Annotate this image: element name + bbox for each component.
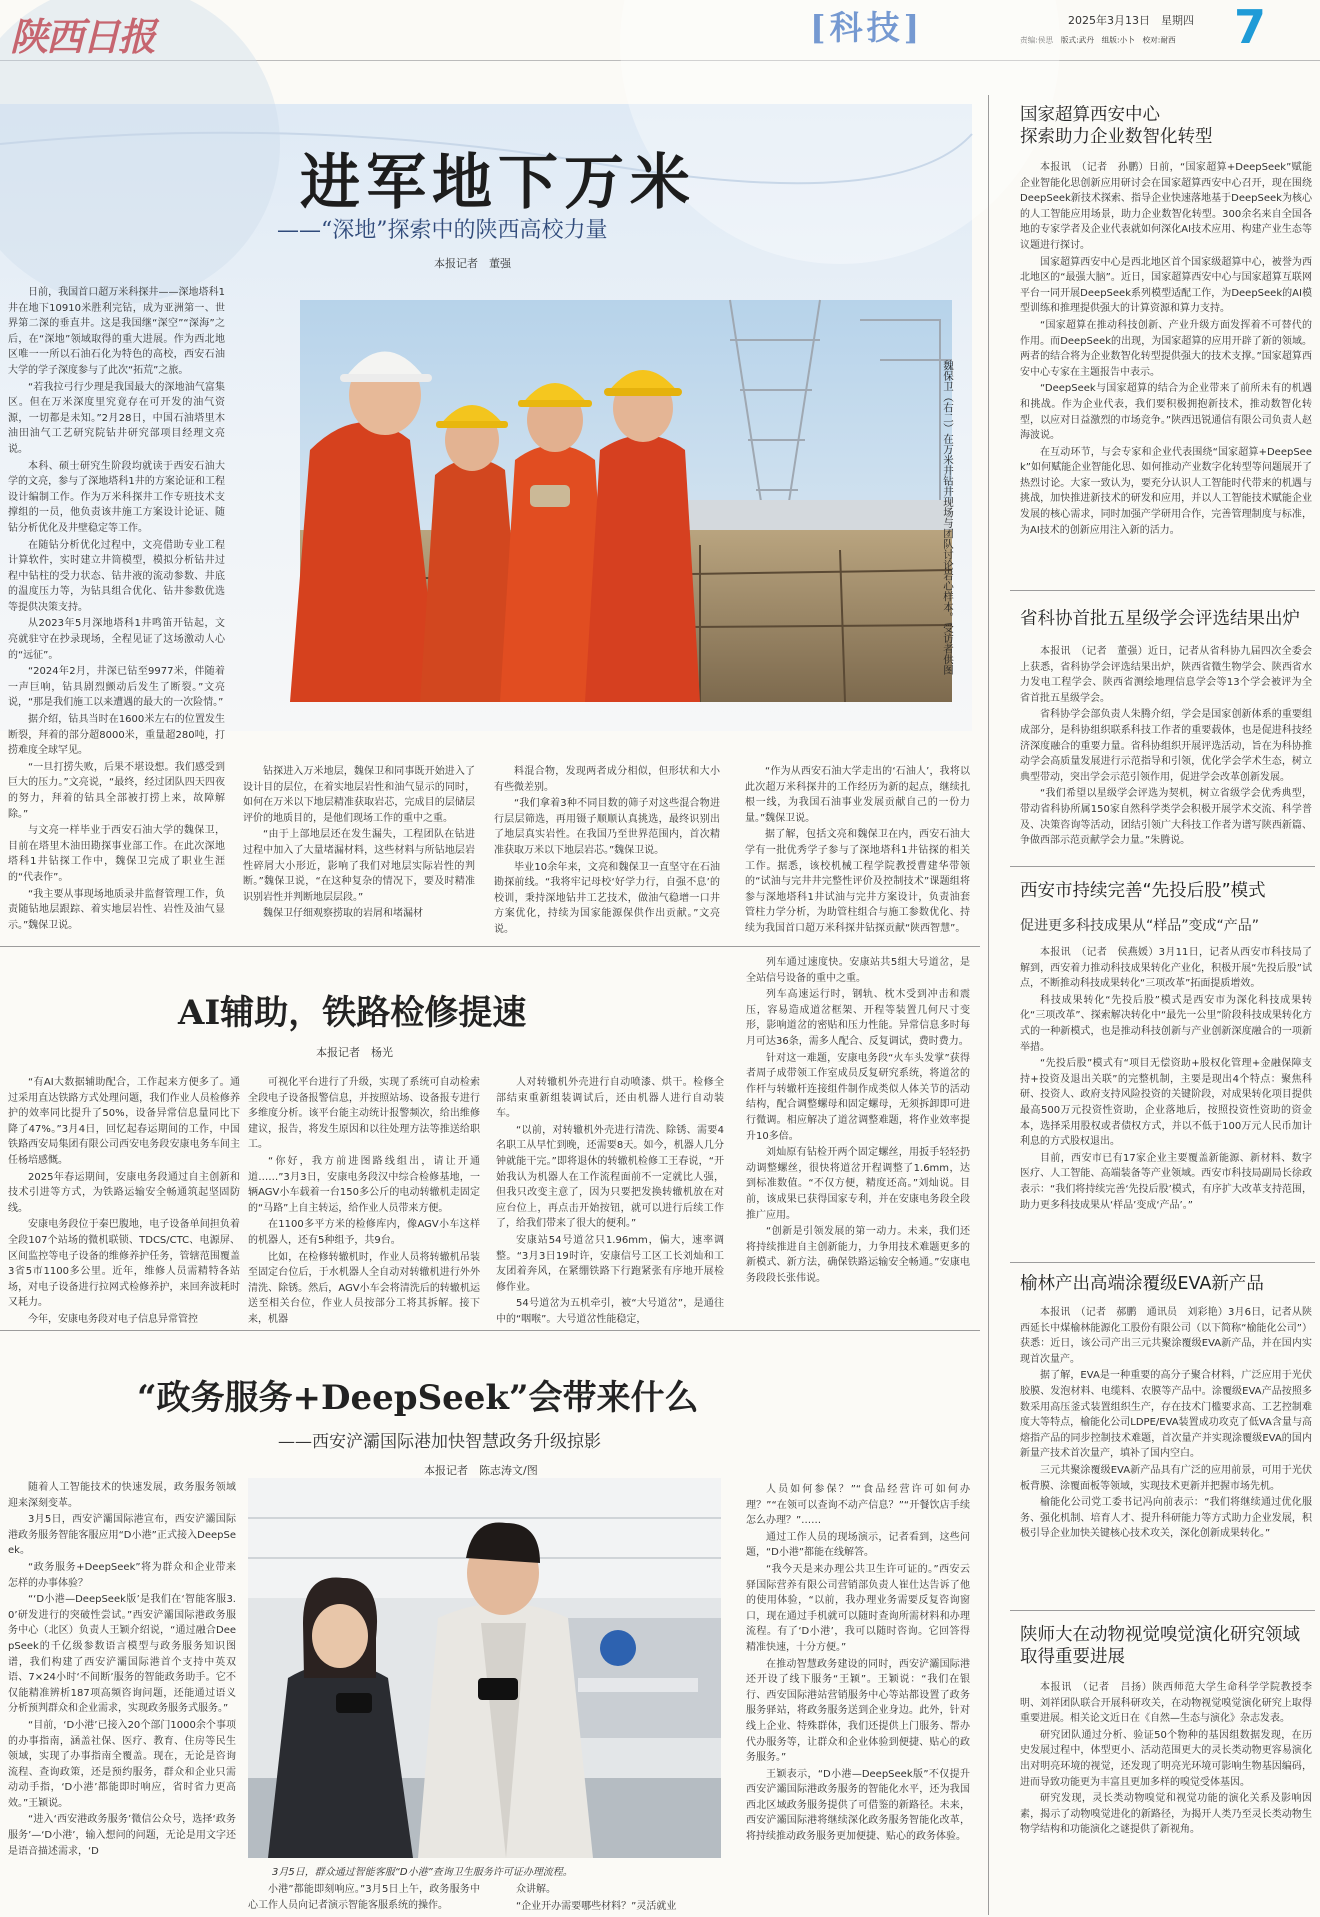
paragraph: 料混合物，发现两者成分相似，但形状和大小有些微差别。 xyxy=(494,766,720,793)
section-divider xyxy=(1010,590,1315,591)
lead-story-byline: 本报记者 董强 xyxy=(434,257,511,270)
side-story-1-body xyxy=(1020,160,1312,580)
side-story-4-body xyxy=(1020,1305,1312,1605)
side-story-3-headline: 西安市持续完善“先投后股”模式 xyxy=(1020,881,1266,901)
paragraph: 比如，在检修转辙机时，作业人员将转辙机吊装至固定台位后，于水机器人全自动对转辙机进行外外清洗、除锈。然后，AGV小车会将清洗后的转辙机运送至相关台位，作业人员按部分工将其拆解。接下来，机器 xyxy=(248,1251,480,1325)
paragraph: 钻探进入万米地层，魏保卫和同事既开始进入了设计目的层位，在着实地层岩性和油气显示的同时，如何在万米以下地层精准获取岩芯，完成目的层储层评价的地质目的，是他们现场工作的重中之重。 xyxy=(243,766,475,824)
paragraph: 3月5日，西安浐灞国际港宣布，西安浐灞国际港政务服务智能客服应用“D小港”正式接入DeepSeek。 xyxy=(8,1514,236,1557)
paragraph: 随着人工智能技术的快速发展，政务服务领域迎来深刻变革。 xyxy=(8,1482,236,1509)
paragraph: 本报讯 （记者 侯燕媛）3月11日，记者从西安市科技局了解到，西安着力推动科技成果转化产业化，积极开展“先投后股”试点，不断推动科技成果转化“三项改革”拓面提质增效。 xyxy=(1020,947,1312,990)
paragraph: 研究团队通过分析、验证50个物种的基因组数据发现，在历史发展过程中，体型更小、活动范围更大的灵长类动物更容易演化出对明亮环境的视觉，还发现了明亮光环境可影响生物基因编码，进而导致功能更为丰富且更加多样的嗅觉受体基因。 xyxy=(1020,1729,1312,1788)
lead-story-column-4 xyxy=(745,764,970,940)
section-divider xyxy=(1010,1610,1315,1611)
paragraph: 本科、硕士研究生阶段均就读于西安石油大学的文亮，参与了深地塔科1井的方案论证和工程设计编制工作。作为万米科探井工作专班技术支撑组的一员，他负责该井施工方案设计论证、随钻分析优化及井壁稳定等工作。 xyxy=(8,460,225,534)
paragraph: “一旦打捞失败，后果不堪设想。我们感受到巨大的压力。”文亮说，“最终，经过团队四天四夜的努力，拜着的钻具全部被打捞上来，故障解除。” xyxy=(8,761,225,820)
paragraph: 魏保卫仔细观察捞取的岩屑和堵漏材 xyxy=(263,908,423,920)
paragraph: “先投后股”模式有“项目无偿资助+股权化管理+金融保障支持+投资及退出关联”的完整机制，主要是现出4个特点：聚焦科研、投资人、政府支持风险投资的关键阶段，对成果转化项目提供最高500万元投资性资助，企业落地后，按照投资性资助的资金本，选择采用股权或者债权方式，并以不低于100万元人民币加计利息的方式股权退出。 xyxy=(1020,1058,1312,1148)
paragraph: 毕业10余年来，文亮和魏保卫一直坚守在石油勘探前线。“我将牢记母校‘好学力行，自强不息’的校训，秉持深地钻井工艺技术，做油气稳增一口井方案优化，持续为国家能源保供作出贡献。”文亮说。 xyxy=(494,861,720,935)
side-story-5-headline: 陕师大在动物视觉嗅觉演化研究领域 取得重要进展 xyxy=(1020,1625,1300,1667)
paragraph: “你好，我方前进图路线组出，请让开通道……”3月3日，安康电务段汉中综合检修基地，一辆AGV小车载着一台150多公斤的电动转辙机走固定的“马路”上自主转运，给作业人员带来方便。 xyxy=(248,1155,480,1214)
paragraph: 2025年春运期间，安康电务段通过自主创新和技术引进等方式，为铁路运输安全畅通筑起坚固防线。 xyxy=(8,1171,240,1214)
paragraph: “我主要从事现场地质录井监督管理工作，负责随钻地层跟踪、着实地层岩性、岩性及油气显示。”魏保卫说。 xyxy=(8,888,225,931)
paragraph: “有AI大数据辅助配合，工作起来方便多了。通过采用直达铁路方式处理问题，我们作业人员检修养护的效率同比提升了50%，设备异常信息量同比下降了47%。”3月4日，回忆起春运期间的工作，中国铁路西安局集团有限公司西安电务段安康电务车间主任杨培感慨。 xyxy=(8,1077,240,1166)
side-story-3-subheadline: 促进更多科技成果从“样品”变成“产品” xyxy=(1020,918,1260,934)
ai-story-column-4 xyxy=(746,955,970,1323)
lead-story-column-1 xyxy=(8,285,225,931)
paragraph: 本报讯 （记者 郝鹏 通讯员 刘彩艳）3月6日，记者从陕西延长中煤榆林能源化工股份有限公司（以下简称“榆能化公司”）获悉：近日，该公司产出三元共聚涂覆级EVA新产品，并在国内实现首次量产。 xyxy=(1020,1307,1312,1365)
paragraph: “我们拿着3种不同目数的筛子对这些混合物进行层层筛选，再用镊子顺顺认真挑选，最终识别出了地层真实岩性。在我国乃至世界范围内，首次精准获取万米以下地层岩芯。”魏保卫说。 xyxy=(494,798,720,856)
paragraph: 人员如何参保？”“食品经营许可如何办理？”“在领可以查询不动产信息？”“开餐饮店手续怎么办理？”…… xyxy=(746,1484,970,1527)
paragraph: “企业开办需要哪些材料？”灵活就业 xyxy=(516,1900,677,1912)
section-divider xyxy=(1010,866,1315,867)
gov-story-headline: “政务服务+DeepSeek”会带来什么 xyxy=(137,1378,699,1418)
gov-photo-caption: 3月5日，群众通过智能客服“D小港”查询卫生服务许可证办理流程。 xyxy=(272,1867,573,1878)
paragraph: 本报讯 （记者 董强）近日，记者从省科协九届四次全委会上获悉，省科协学会评选结果出炉，陕西省微生物学会、陕西省水力发电工程学会、陕西省测绘地理信息学会等13个学会被评为全省首批五星级学会。 xyxy=(1020,646,1312,704)
paragraph: “创新是引领发展的第一动力。未来，我们还将持续推进自主创新能力，力争用技术难题更多的新模式、新方法，确保铁路运输安全畅通。”安康电务段段长张伟说。 xyxy=(746,1226,970,1284)
paragraph: 本报讯 （记者 孙鹏）日前，“国家超算+DeepSeek”赋能企业智能化思创新应用研讨会在国家超算西安中心召开，现在围绕DeepSeek新技术探索、指导企业快速落地基于DeepSeek为核心的人工智能应用场景，助力企业数智化转型。300余名来自全国各地的专家学者及企业代表就如何深化AI技术应用、构建产业生态等议题进行探讨。 xyxy=(1020,162,1312,251)
issue-date: 2025年3月13日 星期四 xyxy=(1068,14,1194,27)
page-number: 7 xyxy=(1234,0,1267,54)
gov-story-column-4 xyxy=(746,1482,970,1917)
section-divider xyxy=(0,1330,980,1331)
lead-story-column-2 xyxy=(243,764,475,940)
paragraph: 三元共聚涂覆级EVA新产品具有广泛的应用前景，可用于光伏板背膜、涂覆面板等领域，实现技术更新并把握市场先机。 xyxy=(1020,1464,1312,1492)
sidebar-divider xyxy=(988,95,989,1915)
paragraph: 在互动环节，与会专家和企业代表围绕“国家超算+DeepSeek”如何赋能企业智能化思、如何推动产业数字化转型等问题展开了热烈讨论。大家一致认为，要充分认识人工智能时代带来的机遇与挑战，加快推进新技术的研发和应用，并以人工智能技术赋能企业发展的核心需求，同时加强产学研用合作，完善管理制度与标准，为AI技术的创新应用注入新的活力。 xyxy=(1020,446,1312,536)
paragraph: 省科协学会部负责人朱腾介绍，学会是国家创新体系的重要组成部分，是科协组织联系科技工作者的重要载体，也是促进科技经济深度融合的重要力量。省科协组织开展评选活动，旨在为科协推动学会高质量发展进行示范指导和引领，优化学会学术生态，树立典型带动，突出学会示范引领作用，促进学会改革创新发展。 xyxy=(1020,709,1312,783)
paragraph: 日前，我国首口超万米科探井——深地塔科1井在地下10910米胜利完钻，成为亚洲第一、世界第二深的垂直井。这是我国继“深空”“深海”之后，在“深地”领域取得的重大进展。作为西北地区唯一一所以石油石化为特色的高校，西安石油大学的学子深度参与了此次“拓荒”之旅。 xyxy=(8,287,225,376)
side-story-5-body xyxy=(1020,1680,1312,1917)
paragraph: 从2023年5月深地塔科1井鸣笛开钻起，文亮就驻守在抄录现场，全程见证了这场激动人心的“远征”。 xyxy=(8,618,225,661)
paragraph: 本报讯 （记者 吕扬）陕西师范大学生命科学学院教授李明、刘祥团队联合开展科研攻关，在动物视觉嗅觉演化研究上取得重要进展。相关论文近日在《自然—生态与演化》杂志发表。 xyxy=(1020,1682,1312,1725)
paragraph: 针对这一难题，安康电务段“火车头发掌”获得者周子成带领工作室成员反复研究系统，将道岔的作杆与转辙杆连接组件制作成类似人体关节的活动结构，配合调整螺母和固定螺母，无须拆卸即可进行微调。相应解决了道岔调整难题，将作业效率提升10多倍。 xyxy=(746,1052,970,1142)
section-title: [科技] xyxy=(810,8,924,47)
paragraph: “进入‘西安港政务服务’微信公众号，选择‘政务服务’—‘D小港’，输入想问的问题，无论是用文字还是语音描述需求，‘D xyxy=(8,1814,236,1857)
paragraph: “政务服务+DeepSeek”将为群众和企业带来怎样的办事体验？ xyxy=(8,1561,236,1589)
paragraph: “由于上部地层还在发生漏失，工程团队在钻进过程中加入了大量堵漏材料，这些材料与所钻地层岩性碎屑大小形近，影响了我们对地层实际岩性的判断。”魏保卫说，“在这种复杂的情况下，要及时精准识别岩性并判断地层层段。” xyxy=(243,829,475,903)
paragraph: 在1100多平方米的检修库内，像AGV小车这样的机器人，还有5种组予，共9台。 xyxy=(248,1219,480,1246)
paragraph: “目前，‘D小港’已接入20个部门1000余个事项的办事指南，涵盖社保、医疗、教育、住房等民生领域，实现了办事指南全覆盖。现在，无论是咨询流程、查询政策，还是预约服务，群众和企业只需动动手指，‘D小港’都能即时响应，省时省力更高效。”王颖说。 xyxy=(8,1719,236,1809)
paragraph: “DeepSeek与国家超算的结合为企业带来了前所未有的机遇和挑战。作为企业代表，我们要积极拥抱新技术，推动数智化转型，以应对日益激烈的市场竞争。”陕西迅锐通信有限公司负责人赵海波说。 xyxy=(1020,383,1312,442)
paragraph: 54号道岔为五机牵引，被“大号道岔”，是通往中的“咽喉”。大号道岔性能稳定， xyxy=(496,1298,724,1325)
ai-story-byline: 本报记者 杨光 xyxy=(316,1046,393,1059)
paragraph: 据了解，包括文亮和魏保卫在内，西安石油大学有一批优秀学子参与了深地塔科1井钻探的相关工作。据悉，该校机械工程学院教授曹建华带领的“试油与完井井完整性评价及控制技术”课题组将参与深地塔科1井试油与完井方案设计，负责油套管柱力学分析，为助管柱组合与施工参数优化、持续为我国首口超万米科探井钻探贡献“陕西智慧”。 xyxy=(745,829,970,934)
gov-story-column-1 xyxy=(8,1480,236,1917)
paragraph: 列车通过速度快。安康站共5组大号道岔，是全站信号设备的重中之重。 xyxy=(746,957,970,984)
paragraph: “国家超算在推动科技创新、产业升级方面发挥着不可替代的作用。而DeepSeek的出现，为国家超算的应用开辟了新的领域。两者的结合将为企业数智化转型提供强大的技术支撑。”国家超算西安中心专家在主题报告中表示。 xyxy=(1020,319,1312,378)
drilling-site-photo xyxy=(300,300,952,702)
section-divider xyxy=(0,946,980,947)
service-hall-photo xyxy=(248,1478,721,1858)
newspaper-logo: 陕西日报 xyxy=(10,14,155,59)
paragraph: “以前，对转辙机外壳进行清洗、除锈、需要4名职工从早忙到晚，还需要8天。如今，机器人几分钟就能干完。”即将退休的转辙机检修工王春说，“开始我认为机器人在工作流程面前不一定就比人强，但我只改变主意了，因为只要把发换转辙机放在对应台位上，再点击开始按钮，就可以进行后续工作了，给我们带来了很大的便利。” xyxy=(496,1124,724,1230)
paragraph: 可视化平台进行了升级，实现了系统可自动检索全段电子设备报警信息，并按照站场、设备报专进行多维度分析。该平台能主动统计报警频次，给出维修建议，报告，将发生原因和以往处理方法等推送给职工。 xyxy=(248,1077,480,1151)
editor-credits: 责编:侯思 版式:武丹 组版:小卜 校对:耐西 xyxy=(1020,36,1176,46)
paragraph: “我们希望以星级学会评选为契机，树立省级学会优秀典型，带动省科协所属150家自然科学类学会积极开展学术交流、科学普及、决策咨询等活动，团结引领广大科技工作者为谱写陕西新篇、争做西部示范贡献学会力量。”朱腾说。 xyxy=(1020,788,1312,847)
side-story-1-headline: 国家超算西安中心 探索助力企业数智化转型 xyxy=(1020,105,1213,147)
paragraph: 科技成果转化“先投后股”模式是西安市为深化科技成果转化“三项改革”、探索解决转化中“最先一公里”阶段科技成果转化方式的一种新模式，也是推动科技创新与产业创新深度融合的一项新举措。 xyxy=(1020,994,1312,1053)
paragraph: 安康电务段位于秦巴腹地，电子设备单间担负着全段107个站场的微机联锁、TDCS/CTC、电源屏、区间监控等电子设备的维修养护任务，管辖范围覆盖3省5市1100多公里。近年，维修人员需精特各站场，对电子设备进行拉网式检修养护，来回奔波耗时又耗力。 xyxy=(8,1219,240,1309)
paragraph: “2024年2月，井深已钻至9977米，伴随着一声巨响，钻具剧烈颤动后发生了断裂。”文亮说，“那是我们施工以来遭遇的最大的一次险情。” xyxy=(8,666,225,709)
paragraph: 通过工作人员的现场演示，记者看到，这些问题，“D小港”都能在线解答。 xyxy=(746,1531,970,1559)
paragraph: “若我拉弓行少理是我国最大的深地油气富集区。但在万米深度里究竟存在可开发的油气资源，一切都是未知。”2月28日，中国石油塔里木油田油气工艺研究院钻井研究部项目经理文亮说。 xyxy=(8,381,225,455)
paragraph: 研究发现，灵长类动物嗅觉和视觉功能的演化关系及影响因素，揭示了动物嗅觉进化的新路径，为揭开人类乃至灵长类动物生物学结构和功能演化之谜提供了新视角。 xyxy=(1020,1793,1312,1836)
paragraph: 小港”都能即刻响应。”3月5日上午，政务服务中心工作人员向记者演示智能客服系统的操作。 xyxy=(248,1884,480,1911)
paragraph: “我今天是来办理公共卫生许可证的。”西安云驿国际营养有限公司营销部负责人崔仕达告诉了他的使用体验，“以前，我办理业务需要反复咨询窗口，现在通过手机就可以随时查询所需材料和办理流程。有了‘D小港’，我可以随时咨询。它回答得精准快速，十分方便。” xyxy=(746,1563,970,1653)
gov-story-column-3 xyxy=(496,1882,722,1917)
section-divider xyxy=(1010,1262,1315,1263)
paragraph: 在推动智慧政务建设的同时，西安浐灞国际港还开设了线下服务“王颖”。王颖说：“我们在银行、西安国际港站营销服务中心等站都设置了政务服务驿站，将政务服务送到企业身边。此外，针对线上企业、特殊群体，我们还提供上门服务、帮办代办服务等，让群众和企业体验到便捷、贴心的政务服务。” xyxy=(746,1658,970,1764)
lead-story-subheadline: ——“深地”探索中的陕西高校力量 xyxy=(277,218,608,243)
lead-story-headline: 进军地下万米 xyxy=(300,148,696,218)
paragraph: 安康站54号道岔只1.96mm，偏大，速率调整。“3月3日19时许，安康信号工区工长刘灿和工友团着奔风，在紧绷铁路下行跑紧张有序地开展检修作业。 xyxy=(496,1234,724,1293)
service-hall-illustration xyxy=(248,1478,721,1858)
ai-story-column-3 xyxy=(496,1075,724,1323)
gov-story-byline: 本报记者 陈志涛文/图 xyxy=(424,1464,538,1477)
paragraph: 在随钻分析优化过程中，文亮借助专业工程计算软件，实时建立井筒模型，模拟分析钻井过程中钻柱的受力状态、钻井液的流动参数、井底的温度压力等，为钻具组合优化、钻井参数优选等提供决策支持。 xyxy=(8,539,225,613)
lead-story-column-3 xyxy=(494,764,720,940)
lead-photo-caption: 魏保卫（右二）在万米井钻井现场与团队讨论岩心样本。受访者供图 xyxy=(942,360,954,675)
paragraph: 列车高速运行时，钢轨、枕木受到冲击和震压，容易造成道岔框架、开程等装置几何尺寸变形，影响道岔的密贴和压力性能。异常信息多时每月可达36条，需多人配合、反复调试，费时费力。 xyxy=(746,989,970,1047)
paragraph: 据介绍，钻具当时在1600米左右的位置发生断裂，拜着的部分超8000米，重量超280吨，打捞难度全球罕见。 xyxy=(8,714,225,757)
side-story-4-headline: 榆林产出高端涂覆级EVA新产品 xyxy=(1020,1274,1264,1294)
paragraph: 国家超算西安中心是西北地区首个国家级超算中心，被誉为西北地区的“最强大脑”。近日，国家超算西安中心与国家超算互联网平台一同开展DeepSeek系列模型适配工作，为DeepSeek的AI模型训练和推理提供强大的计算资源和算力支持。 xyxy=(1020,256,1312,315)
paragraph: 众讲解。 xyxy=(516,1884,556,1895)
drilling-crew-illustration xyxy=(300,300,952,702)
side-story-3-body xyxy=(1020,945,1312,1255)
side-story-2-headline: 省科协首批五星级学会评选结果出炉 xyxy=(1020,609,1300,629)
ai-story-headline: AI辅助，铁路检修提速 xyxy=(178,993,527,1033)
paragraph: 榆能化公司党工委书记冯向前表示：“我们将继续通过优化服务、强化机制、培育人才、提升科研能力等方式助力企业发展，积极引导企业加快关键核心技术攻关，深化创新成果转化。” xyxy=(1020,1497,1312,1540)
paragraph: 与文亮一样毕业于西安石油大学的魏保卫，目前在塔里木油田勘探事业部工作。在此次深地塔科1井钻探工作中，魏保卫完成了职业生涯的“代表作”。 xyxy=(8,825,225,883)
paragraph: 刘灿原有钻检开两个固定螺丝，用扳手轻轻扔动调整螺丝，很快将道岔开程调整了1.6mm，达到标准数值。“不仅方便，精度还高。”刘灿说。目前，该成果已获得国家专利，并在安康电务段全段推广应用。 xyxy=(746,1147,970,1221)
ai-story-column-1 xyxy=(8,1075,240,1323)
gov-story-column-2 xyxy=(248,1882,480,1917)
paragraph: 据了解，EVA是一种重要的高分子聚合材料，广泛应用于光伏胶膜、发泡材料、电缆料、农膜等产品中。涂覆级EVA产品按照多数采用高压釜式装置组织生产，存在技术门槛要求高、工艺控制难度大等特点，榆能化公司LDPE/EVA装置成功攻克了低VA含量与高熔指产品的同步控制技术难题，首次量产并实现涂覆级EVA的国内新量产技术首次量产，填补了国内空白。 xyxy=(1020,1370,1312,1460)
paragraph: 目前，西安市已有17家企业主要覆盖新能源、新材料、数字医疗、人工智能、高端装备等产业领域。西安市科技局副局长徐政表示：“我们将持续完善‘先投后股’模式，有序扩大改革支持范围，助力更多科技成果从‘样品’变成‘产品’。” xyxy=(1020,1152,1312,1211)
ai-story-column-2 xyxy=(248,1075,480,1323)
gov-story-subheadline: ——西安浐灞国际港加快智慧政务升级掠影 xyxy=(278,1432,601,1452)
paragraph: “‘D小港—DeepSeek版’是我们在‘智能客服3.0’研发进行的突破性尝试。”西安浐灞国际港政务服务中心（北区）负责人王颖介绍说，“通过融合DeepSeek的千亿级参数语言模型与政务服务知识图谱，我们构建了西安浐灞国际港首个支持中英双语、7×24小时‘不间断’服务的智能政务助手。它不仅能精准辨析187项高频咨询问题，还能通过语义分析预判群众和企业需求，实现政务服务式服务。” xyxy=(8,1594,236,1715)
paragraph: 今年，安康电务段对电子信息异常管控 xyxy=(28,1313,198,1325)
side-story-2-body xyxy=(1020,644,1312,866)
paragraph: 人对转辙机外壳进行自动喷漆、烘干。检修全部结束重新组装调试后，还由机器人进行自动装车。 xyxy=(496,1077,724,1120)
paragraph: “作为从西安石油大学走出的‘石油人’，我将以此次超万米科探井的工作经历为新的起点，继续扎根一线，为我国石油事业发展贡献自己的一份力量。”魏保卫说。 xyxy=(745,766,970,824)
paragraph: 王颖表示，“D小港—DeepSeek版”不仅提升西安浐灞国际港政务服务的智能化水平，还为我国西北区域政务服务提供了可借鉴的新路径。未来，西安浐灞国际港将继续深化政务服务智能化改革，将持续推动政务服务更加便捷、贴心的政务体验。 xyxy=(746,1768,970,1843)
